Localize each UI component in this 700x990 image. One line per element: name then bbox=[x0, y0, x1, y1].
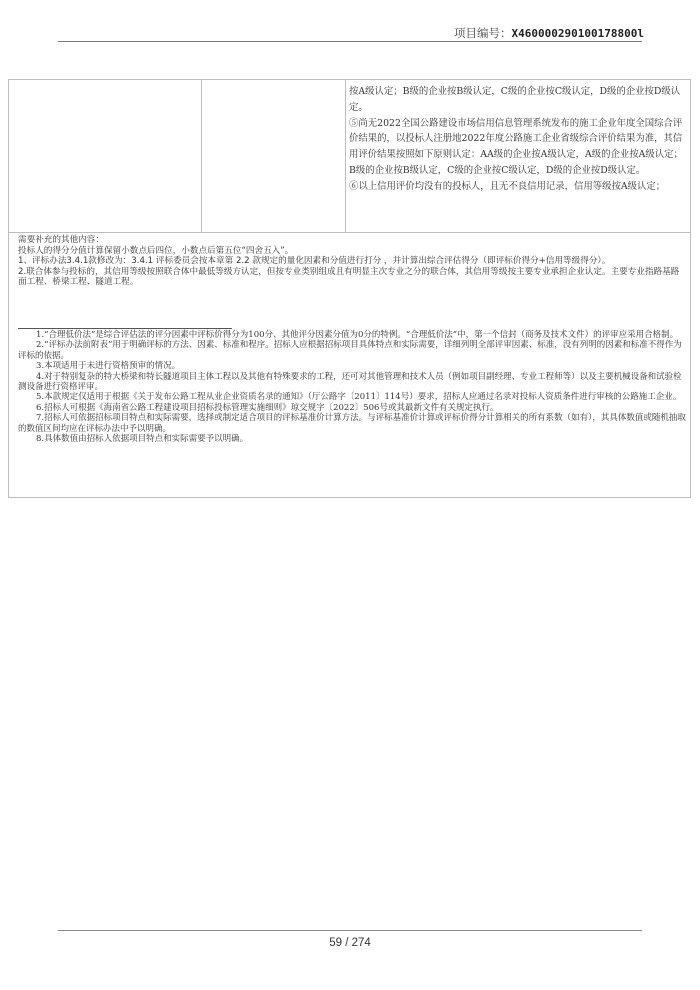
header-rule bbox=[58, 41, 642, 42]
footnotes bbox=[18, 328, 690, 444]
footnote: 1.“合理低价法”是综合评估法的评分因素中评标价得分为100分、其他评分因素分值为0分的特例。“合理低价法”中，第一个信封（商务及技术文件）的评审应采用合格制。 bbox=[36, 330, 679, 340]
table-column-divider bbox=[345, 80, 346, 232]
footnote: 5.本款规定仅适用于根据《关于发布公路工程从业企业资质名录的通知》（厅公路字〔2011〕114号）要求，招标人应通过名录对投标人资质条件进行审核的公路施工企业。 bbox=[36, 392, 682, 403]
footnote: 6.招标人可根据《海南省公路工程建设项目招标投标管理实施细则》琼交规字〔2022〕506号或其最新文件有关规定执行。 bbox=[36, 402, 499, 413]
criteria-line: 按A级认定；B级的企业按B级认定，C级的企业按C级认定，D级的企业按D级认定。 bbox=[349, 86, 681, 113]
document-frame bbox=[8, 79, 691, 498]
footnote: 2.“评标办法前附表”用于明确评标的方法、因素、标准和程序。招标人应根据招标项目具体特点和实际需要，详细列明全部评审因素、标准，没有列明的因素和标准不得作为评标的依据。 bbox=[18, 340, 682, 361]
supplementary-notes bbox=[18, 235, 683, 288]
criteria-line: ⑤尚无2022全国公路建设市场信用信息管理系统发布的施工企业年度全国综合评价结果的，以投标人注册地2022年度公路施工企业省级综合评价结果为准，其信用评价结果按照如下原则认定：AA级的企业按A级认定，A级的企业按A级认定；B级的企业按B级认定，C级的企业按C级认定，D级的企业按D级认定。 bbox=[349, 117, 683, 176]
note-item: 投标人的得分分值计算保留小数点后四位，小数点后第五位“四舍五入”。 bbox=[18, 245, 294, 256]
page-header bbox=[0, 0, 700, 44]
footnote: 7.招标人可依据招标项目特点和实际需要，选择或制定适合项目的评标基准价计算方法。与评标基准价计算或评标价得分计算相关的所有系数（如有），其具体数值或随机抽取的数值区间均应在评标办法中予以明确。 bbox=[18, 413, 686, 434]
criteria-cell bbox=[349, 84, 686, 195]
table-column-divider bbox=[201, 80, 202, 232]
note-item: 1、评标办法3.4.1款修改为：3.4.1 评标委员会按本章第 2.2 款规定的量化因素和分值进行打分 ，并计算出综合评估得分（即评标价得分+信用等级得分）。 bbox=[18, 256, 611, 266]
footer-rule bbox=[58, 930, 642, 931]
note-item: 2.联合体参与投标的，其信用等级按照联合体中最低等级方认定，但按专业类别组成且有明显主次专业之分的联合体，其信用等级按主要专业承担企业认定。主要专业指路基路面工程、桥梁工程、隧道工程。 bbox=[18, 266, 680, 287]
footnote: 8.具体数值由招标人依据项目特点和实际需要予以明确。 bbox=[36, 434, 249, 445]
project-id-number: X460000290100178800l bbox=[511, 27, 644, 40]
footnote: 4.对于特别复杂的特大桥梁和特长隧道项目主体工程以及其他有特殊要求的工程，还可对其他管理和技术人员（例如项目副经理、专业工程师等）以及主要机械设备和试验检测设备进行资格评审。 bbox=[18, 371, 682, 393]
footnote-rule bbox=[18, 328, 232, 329]
criteria-table bbox=[9, 80, 690, 233]
criteria-line: ⑥以上信用评价均没有的投标人，且无不良信用记录，信用等级按A级认定； bbox=[349, 180, 666, 192]
project-id-label: 项目编号： bbox=[454, 26, 512, 40]
project-id bbox=[454, 25, 644, 41]
footnote: 3.本项适用于未进行资格预审的情况。 bbox=[36, 361, 181, 372]
page-number: 59 / 274 bbox=[329, 937, 371, 949]
notes-heading: 需要补充的其他内容： bbox=[18, 235, 104, 245]
